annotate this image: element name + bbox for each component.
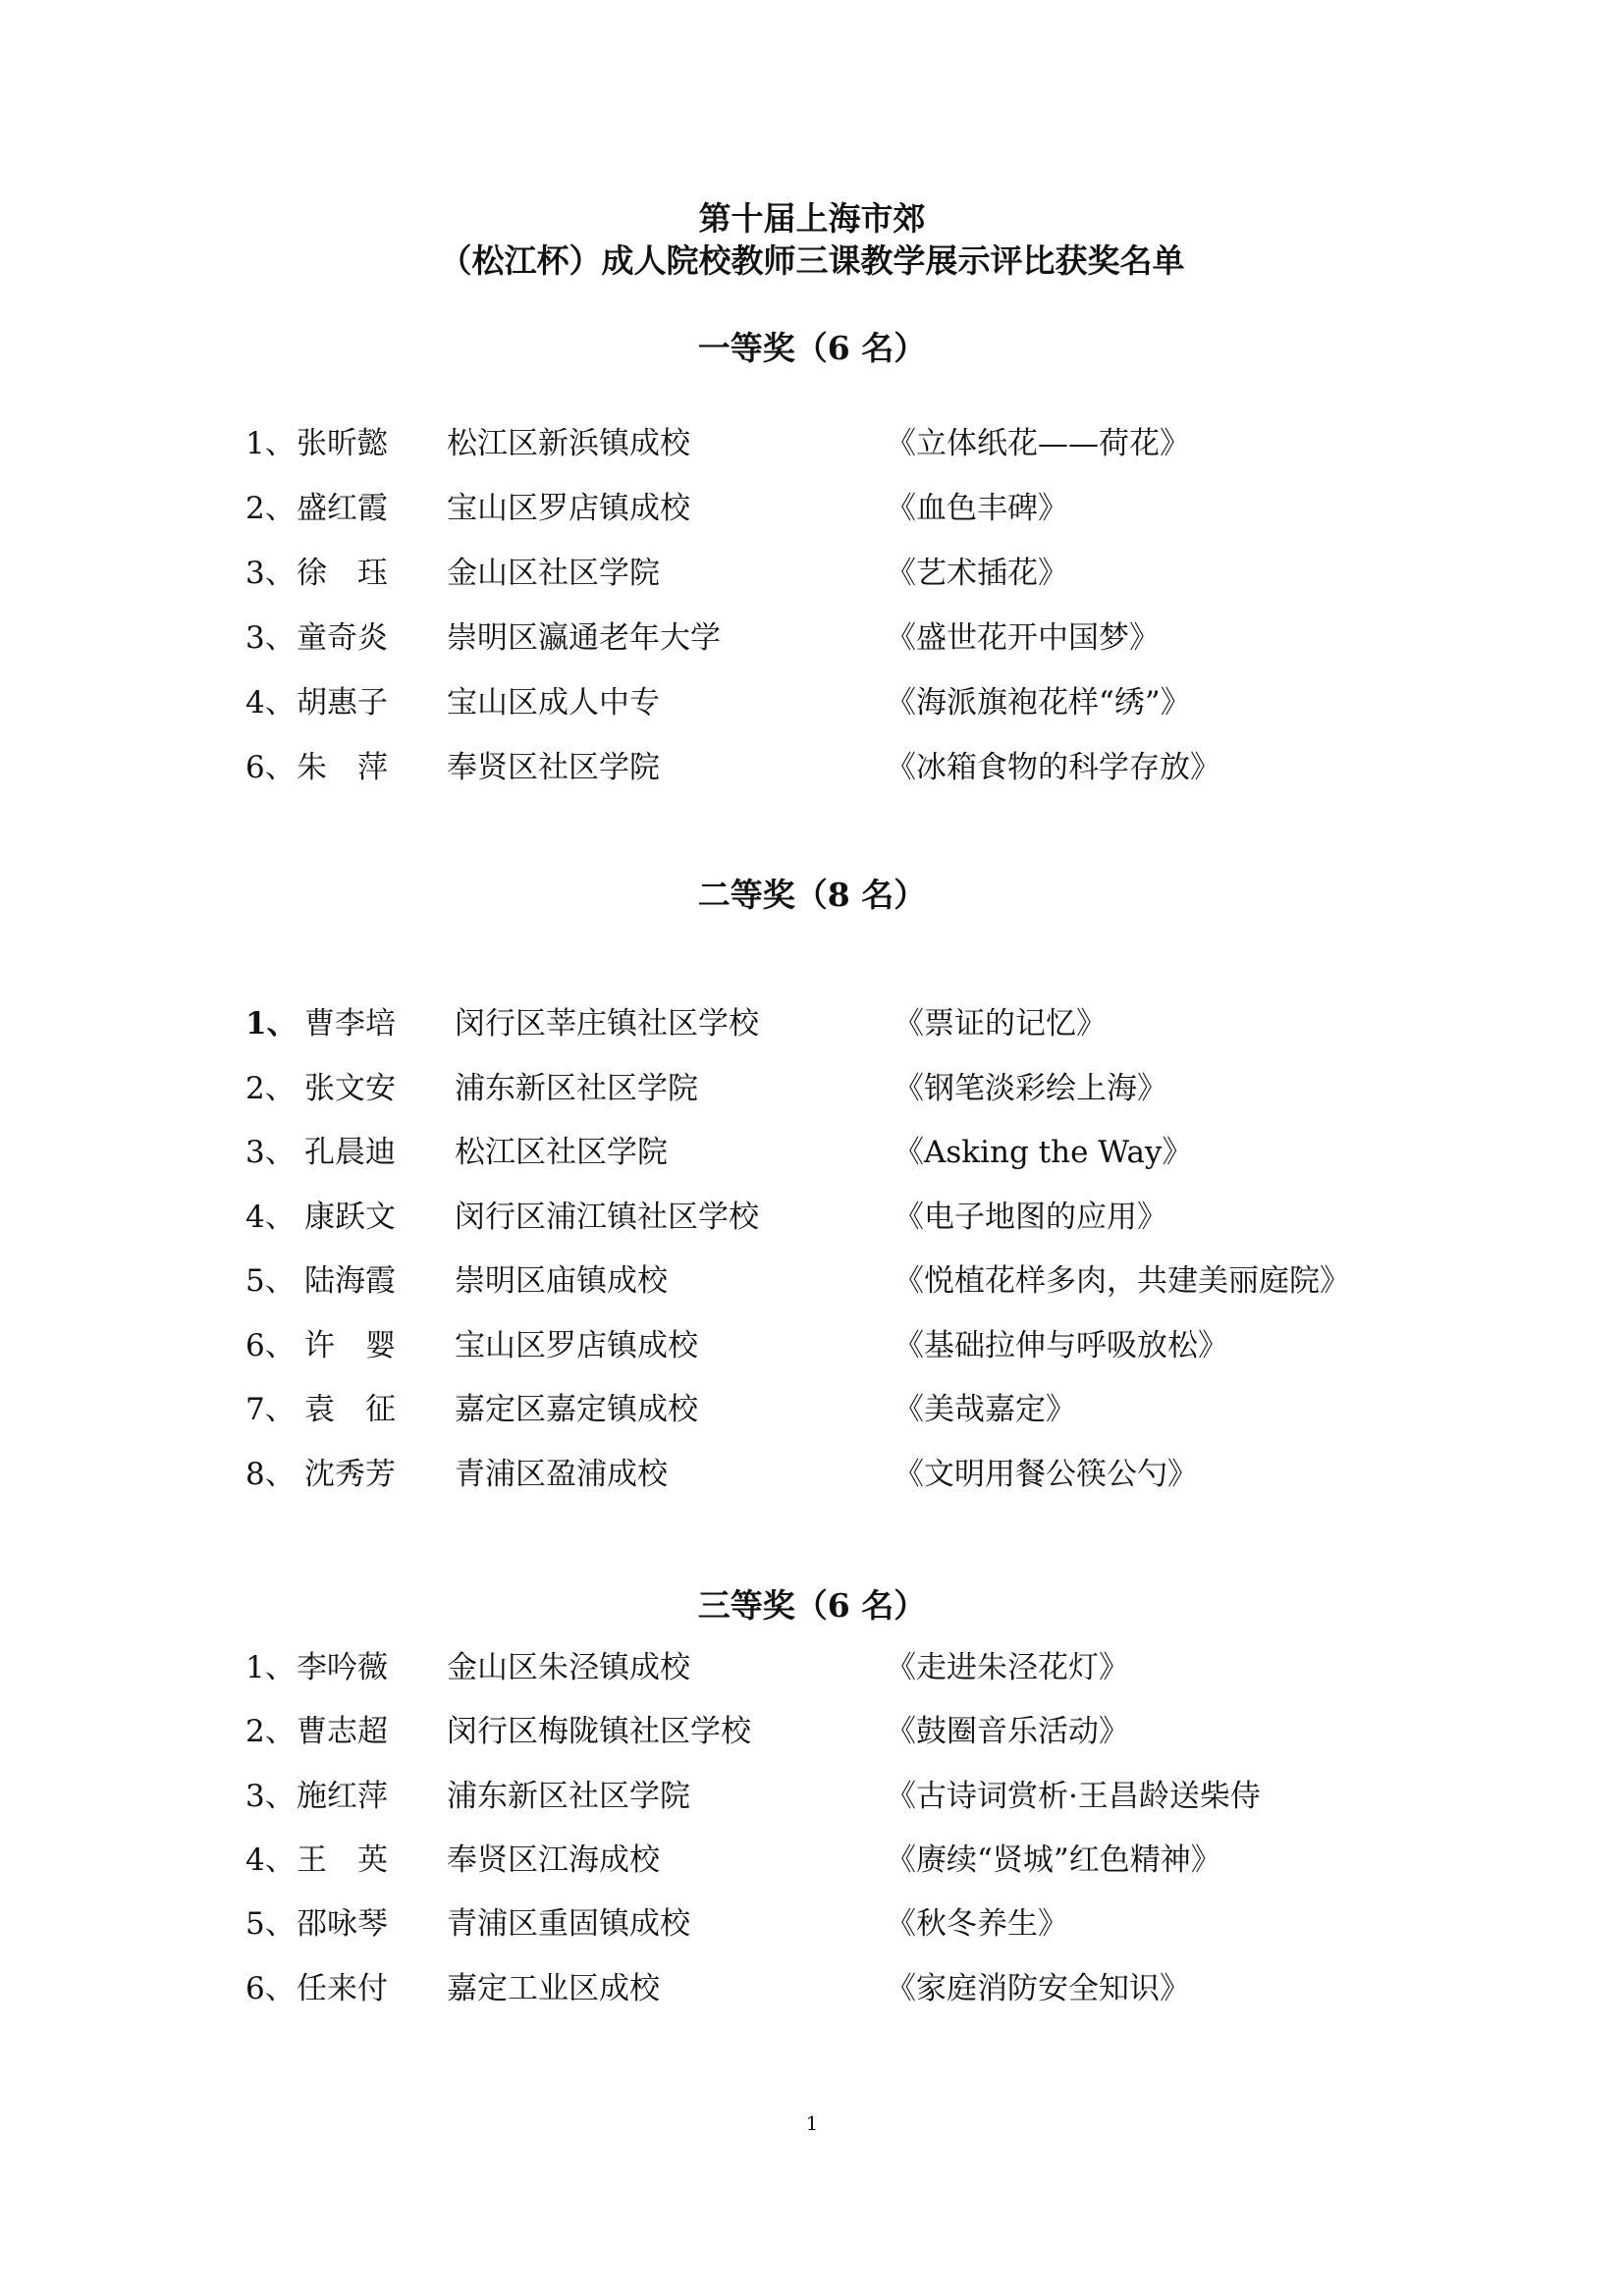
entry-course: 《古诗词赏析·王昌龄送柴侍	[886, 1779, 1261, 1814]
entry-number: 4、	[245, 1200, 296, 1235]
list-item	[0, 1710, 1624, 1753]
entry-course: 《海派旗袍花样“绣”》	[886, 685, 1191, 721]
list-item	[0, 1775, 1624, 1818]
list-item	[0, 1002, 1624, 1045]
entry-course: 《血色丰碑》	[886, 491, 1068, 526]
list-item	[0, 1646, 1624, 1689]
entry-course: 《秋冬养生》	[886, 1906, 1068, 1942]
entry-name: 张文安	[304, 1071, 396, 1106]
entry-course: 《文明用餐公筷公勺》	[893, 1457, 1198, 1492]
section-title-first-prize: 一等奖（6 名）	[697, 329, 927, 367]
entry-number: 3、	[245, 620, 296, 656]
entry-number: 5、	[245, 1906, 296, 1942]
entry-course: 《家庭消防安全知识》	[886, 1971, 1190, 2006]
entry-name: 施红萍	[297, 1779, 388, 1814]
entry-school: 青浦区盈浦成校	[455, 1457, 668, 1492]
list-item	[0, 746, 1624, 789]
entry-name: 王 英	[297, 1842, 388, 1878]
entry-school: 浦东新区社区学院	[447, 1779, 690, 1814]
list-item	[0, 1259, 1624, 1303]
list-item	[0, 1967, 1624, 2010]
entry-course: 《Asking the Way》	[893, 1135, 1193, 1170]
section-title-third-prize: 三等奖（6 名）	[697, 1586, 927, 1625]
entry-school: 浦东新区社区学院	[455, 1071, 698, 1106]
entry-number: 2、	[245, 1071, 296, 1106]
entry-name: 张昕懿	[297, 426, 388, 461]
entry-course: 《悦植花样多肉，共建美丽庭院》	[893, 1263, 1350, 1299]
entry-school: 闵行区梅陇镇社区学校	[447, 1714, 751, 1749]
page-title-line-1: 第十届上海市郊	[698, 199, 926, 238]
entry-course: 《盛世花开中国梦》	[886, 620, 1160, 656]
entry-name: 胡惠子	[297, 685, 388, 721]
entry-number: 5、	[245, 1263, 296, 1299]
entry-course: 《基础拉伸与呼吸放松》	[893, 1328, 1228, 1363]
entry-school: 奉贤区社区学院	[447, 750, 660, 785]
page-title-line-2: （松江杯）成人院校教师三课教学展示评比获奖名单	[439, 241, 1185, 280]
page-number: 1	[805, 2111, 819, 2135]
entry-number: 1、	[245, 1650, 296, 1685]
list-item	[0, 422, 1624, 465]
list-item	[0, 1839, 1624, 1882]
entry-number: 7、	[245, 1392, 296, 1427]
list-item	[0, 1453, 1624, 1496]
list-item	[0, 1196, 1624, 1239]
entry-name: 邵咏琴	[297, 1906, 388, 1942]
list-item	[0, 1388, 1624, 1431]
entry-school: 崇明区瀛通老年大学	[447, 620, 721, 656]
entry-number: 3、	[245, 1779, 296, 1814]
entry-number: 4、	[245, 685, 296, 721]
entry-number: 6、	[245, 1971, 296, 2006]
entry-school: 松江区新浜镇成校	[447, 426, 690, 461]
entry-course: 《美哉嘉定》	[893, 1392, 1076, 1427]
entry-school: 嘉定区嘉定镇成校	[455, 1392, 698, 1427]
entry-name: 朱 萍	[297, 750, 388, 785]
entry-name: 盛红霞	[297, 491, 388, 526]
entry-course: 《钢笔淡彩绘上海》	[893, 1071, 1167, 1106]
entry-school: 松江区社区学院	[455, 1135, 668, 1170]
entry-course: 《赓续“贤城”红色精神》	[886, 1842, 1221, 1878]
list-item	[0, 616, 1624, 660]
entry-name: 袁 征	[304, 1392, 396, 1427]
entry-school: 闵行区莘庄镇社区学校	[455, 1006, 759, 1041]
entry-name: 任来付	[297, 1971, 388, 2006]
entry-number: 8、	[245, 1457, 296, 1492]
entry-number: 3、	[245, 556, 296, 591]
list-item	[0, 1067, 1624, 1110]
entry-school: 崇明区庙镇成校	[455, 1263, 668, 1299]
entry-school: 金山区社区学院	[447, 556, 660, 591]
entry-name: 沈秀芳	[304, 1457, 396, 1492]
list-item	[0, 681, 1624, 724]
list-item	[0, 552, 1624, 595]
entry-school: 宝山区成人中专	[447, 685, 660, 721]
entry-number: 6、	[245, 750, 296, 785]
entry-school: 奉贤区江海成校	[447, 1842, 660, 1878]
list-item	[0, 487, 1624, 530]
entry-number: 1、	[245, 1006, 298, 1041]
entry-name: 徐 珏	[297, 556, 388, 591]
entry-name: 曹志超	[297, 1714, 388, 1749]
entry-name: 康跃文	[304, 1200, 396, 1235]
entry-name: 李吟薇	[297, 1650, 388, 1685]
list-item	[0, 1131, 1624, 1174]
list-item	[0, 1324, 1624, 1367]
entry-school: 嘉定工业区成校	[447, 1971, 660, 2006]
entry-school: 金山区朱泾镇成校	[447, 1650, 690, 1685]
entry-number: 6、	[245, 1328, 296, 1363]
entry-course: 《走进朱泾花灯》	[886, 1650, 1129, 1685]
entry-school: 青浦区重固镇成校	[447, 1906, 690, 1942]
entry-school: 宝山区罗店镇成校	[447, 491, 690, 526]
entry-number: 1、	[245, 426, 296, 461]
entry-name: 孔晨迪	[304, 1135, 396, 1170]
entry-school: 闵行区浦江镇社区学校	[455, 1200, 759, 1235]
entry-number: 3、	[245, 1135, 296, 1170]
entry-number: 2、	[245, 1714, 296, 1749]
entry-course: 《电子地图的应用》	[893, 1200, 1167, 1235]
entry-name: 童奇炎	[297, 620, 388, 656]
list-item	[0, 1902, 1624, 1946]
entry-number: 4、	[245, 1842, 296, 1878]
entry-course: 《立体纸花——荷花》	[886, 426, 1190, 461]
entry-name: 陆海霞	[304, 1263, 396, 1299]
entry-number: 2、	[245, 491, 296, 526]
entry-name: 曹李培	[304, 1006, 396, 1041]
entry-course: 《冰箱食物的科学存放》	[886, 750, 1220, 785]
entry-school: 宝山区罗店镇成校	[455, 1328, 698, 1363]
entry-name: 许 婴	[304, 1328, 396, 1363]
entry-course: 《鼓圈音乐活动》	[886, 1714, 1129, 1749]
entry-course: 《票证的记忆》	[893, 1006, 1107, 1041]
section-title-second-prize: 二等奖（8 名）	[697, 876, 927, 914]
entry-course: 《艺术插花》	[886, 556, 1068, 591]
